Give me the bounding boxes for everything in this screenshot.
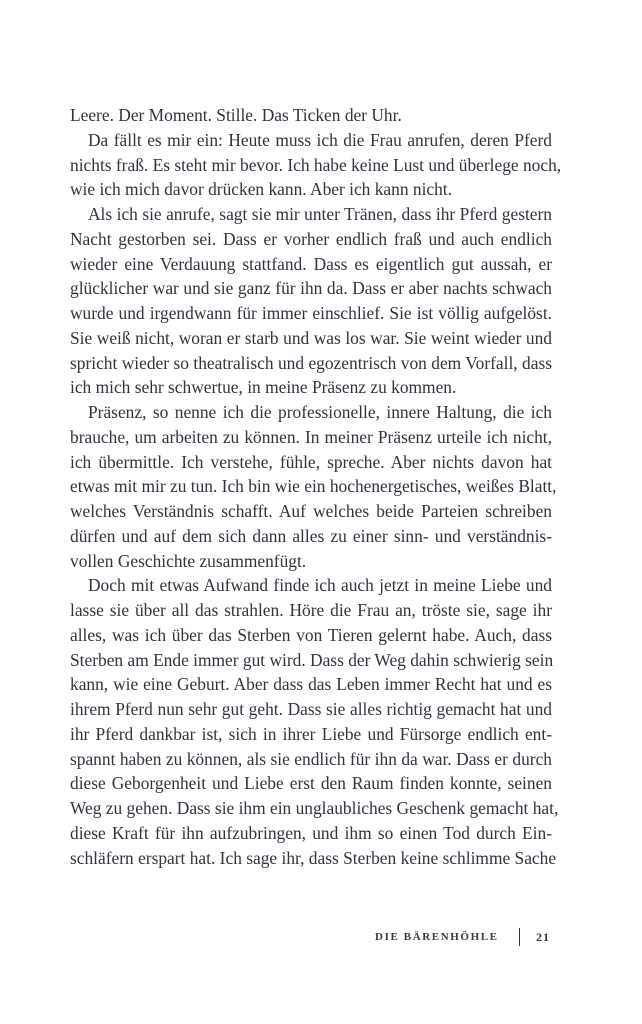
page-footer	[375, 928, 550, 946]
text-line: Sterben am Ende immer gut wird. Dass der Weg dahin schwierig sein	[70, 649, 554, 670]
text-line: welches Verständnis schafft. Auf welches beide Parteien schreiben	[70, 501, 552, 521]
page-number: 21	[536, 929, 550, 944]
text-line: nichts fraß. Es steht mir bevor. Ich habe keine Lust und überlege noch,	[70, 154, 562, 175]
text-line: Präsenz, so nenne ich die professionelle, innere Haltung, die ich	[88, 402, 552, 422]
text-line: lasse sie über all das strahlen. Höre die Frau an, tröste sie, sage ihr	[70, 600, 552, 620]
text-line: Sie weiß nicht, woran er starb und was los war. Sie weint wieder und	[70, 327, 552, 348]
text-line: vollen Geschichte zusammenfügt.	[70, 550, 307, 571]
text-line: spricht wieder so theatralisch und egozentrisch von dem Vorfall, dass	[70, 352, 552, 373]
text-line: Weg zu gehen. Dass sie ihm ein unglaubliches Geschenk gemacht hat,	[70, 798, 559, 818]
text-line: Doch mit etwas Aufwand finde ich auch jetzt in meine Liebe und	[88, 575, 552, 596]
text-line: spannt haben zu können, als sie endlich für ihn da war. Dass er durch	[70, 748, 552, 769]
text-line: alles, was ich über das Sterben von Tieren gelernt habe. Auch, dass	[70, 624, 552, 645]
text-line: wurde und irgendwann für immer einschlief. Sie ist völlig aufgelöst.	[70, 303, 552, 323]
text-line: dürfen und auf dem sich dann alles zu einer sinn- und verständnis-	[70, 525, 552, 546]
text-line: ihr Pferd dankbar ist, sich in ihrer Liebe und Fürsorge endlich ent-	[70, 723, 552, 744]
footer-separator	[519, 928, 520, 946]
text-line: Als ich sie anrufe, sagt sie mir unter Tränen, dass ihr Pferd gestern	[88, 204, 552, 224]
text-line: diese Kraft für ihn aufzubringen, und ihm so einen Tod durch Ein-	[70, 822, 552, 843]
text-line: wie ich mich davor drücken kann. Aber ich kann nicht.	[70, 179, 452, 200]
text-line: ich übermittle. Ich verstehe, fühle, spreche. Aber nichts davon hat	[70, 451, 552, 472]
text-line: schläfern erspart hat. Ich sage ihr, dass Sterben keine schlimme Sache	[70, 847, 557, 868]
text-line: brauche, um arbeiten zu können. In meiner Präsenz urteile ich nicht,	[70, 426, 552, 447]
text-line: wieder eine Verdauung stattfand. Dass es eigentlich gut aussah, er	[70, 253, 552, 274]
body-text	[70, 103, 562, 870]
running-head: DIE BÄRENHÖHLE	[375, 931, 499, 943]
text-line: etwas mit mir zu tun. Ich bin wie ein hochenergetisches, weißes Blatt,	[70, 476, 557, 497]
text-line: diese Geborgenheit und Liebe erst den Raum finden konnte, seinen	[70, 773, 552, 794]
text-line: ich mich sehr schwertue, in meine Präsenz zu kommen.	[70, 377, 457, 398]
text-line: ihrem Pferd nun sehr gut geht. Dass sie alles richtig gemacht hat und	[70, 699, 552, 719]
text-line: Leere. Der Moment. Stille. Das Ticken der Uhr.	[70, 105, 402, 125]
text-line: Da fällt es mir ein: Heute muss ich die Frau anrufen, deren Pferd	[88, 129, 552, 150]
text-line: Nacht gestorben sei. Dass er vorher endlich fraß und auch endlich	[70, 228, 552, 249]
text-line: glücklicher war und sie ganz für ihn da. Dass er aber nachts schwach	[70, 278, 552, 299]
text-line: kann, wie eine Geburt. Aber dass das Leben immer Recht hat und es	[70, 674, 552, 695]
